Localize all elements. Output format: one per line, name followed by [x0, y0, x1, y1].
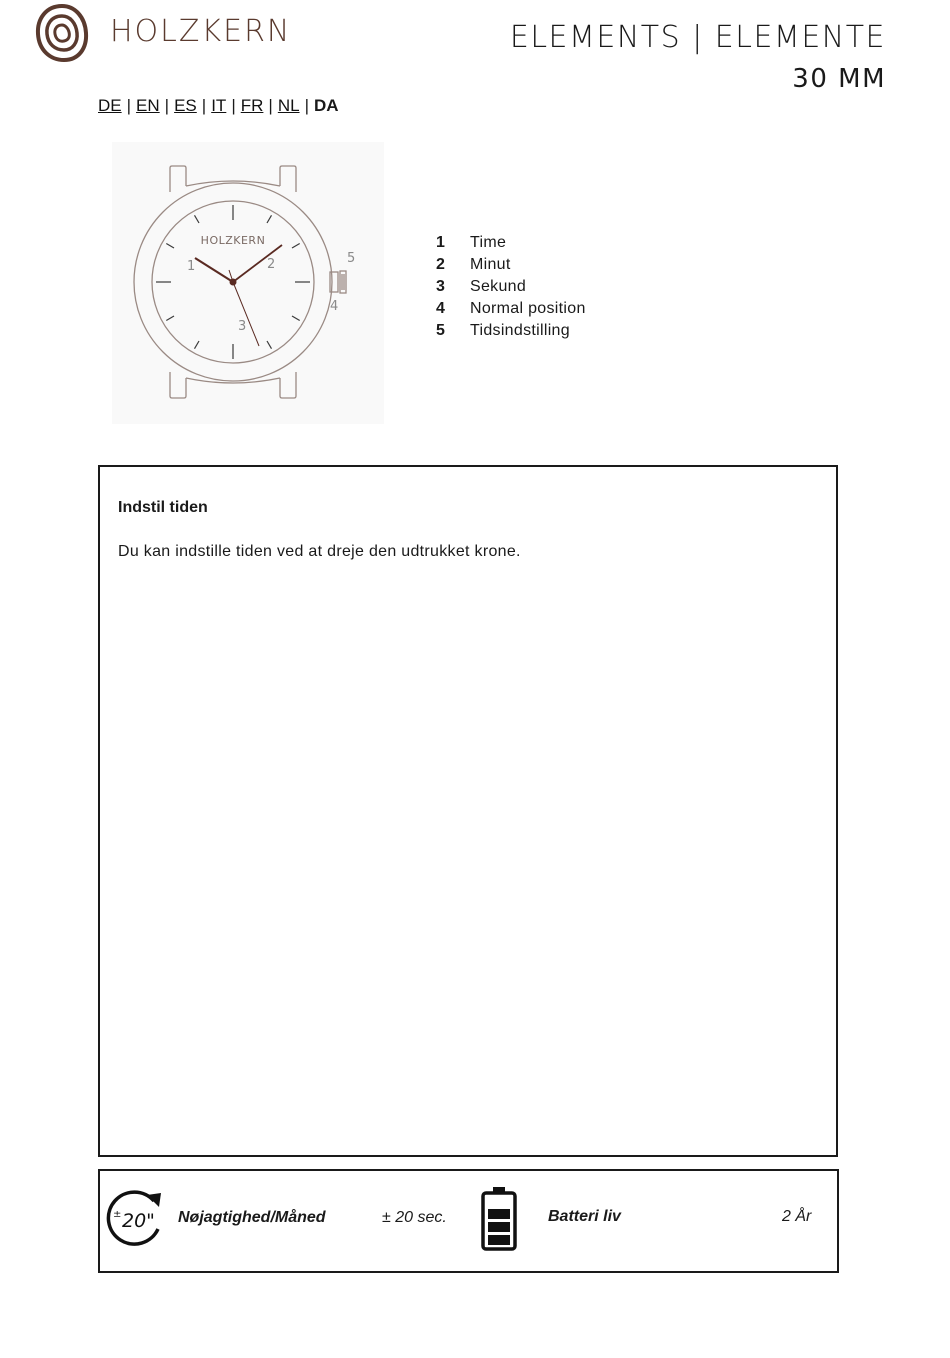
parts-legend [436, 232, 586, 342]
accuracy-label: Nøjagtighed/Måned [178, 1209, 326, 1226]
brand-name: HOLZKERN [110, 14, 292, 49]
lang-link-fr[interactable]: FR [240, 96, 264, 115]
callout-2: 2 [267, 257, 276, 272]
instructions-text: Du kan indstille tiden ved at dreje den udtrukket krone. [118, 543, 521, 560]
callout-5: 5 [347, 251, 356, 266]
battery-icon [480, 1185, 518, 1251]
spec-bar [98, 1169, 839, 1273]
case-size: 30 MM [792, 64, 886, 94]
instructions-heading: Indstil tiden [118, 499, 208, 516]
battery-label: Batteri liv [548, 1208, 621, 1225]
document-title: ELEMENTS | ELEMENTE [509, 20, 886, 55]
holzkern-logo-icon [34, 3, 90, 63]
language-nav: DE | EN | ES | IT | FR | NL | DA [98, 96, 339, 115]
accuracy-value: ± 20 sec. [382, 1209, 447, 1226]
legend-item: 4 Normal position [436, 300, 586, 317]
lang-link-nl[interactable]: NL [277, 96, 300, 115]
watch-diagram [112, 142, 384, 424]
dial-brand-label: HOLZKERN [200, 234, 266, 247]
lang-link-it[interactable]: IT [211, 96, 227, 115]
accuracy-clock-icon [106, 1187, 164, 1249]
lang-link-en[interactable]: EN [136, 96, 160, 115]
callout-4: 4 [330, 299, 339, 314]
svg-text:20": 20" [122, 1210, 155, 1232]
callout-3: 3 [238, 319, 247, 334]
legend-item: 1 Time [436, 234, 507, 251]
instructions-box [98, 465, 838, 1157]
battery-value: 2 År [782, 1208, 812, 1225]
legend-item: 2 Minut [436, 256, 511, 273]
lang-link-de[interactable]: DE [98, 96, 122, 115]
callout-1: 1 [187, 259, 196, 274]
svg-text:±: ± [113, 1209, 122, 1220]
lang-current-da: DA [313, 96, 339, 115]
legend-item: 3 Sekund [436, 278, 527, 295]
lang-link-es[interactable]: ES [174, 96, 197, 115]
legend-item: 5 Tidsindstilling [436, 322, 570, 339]
